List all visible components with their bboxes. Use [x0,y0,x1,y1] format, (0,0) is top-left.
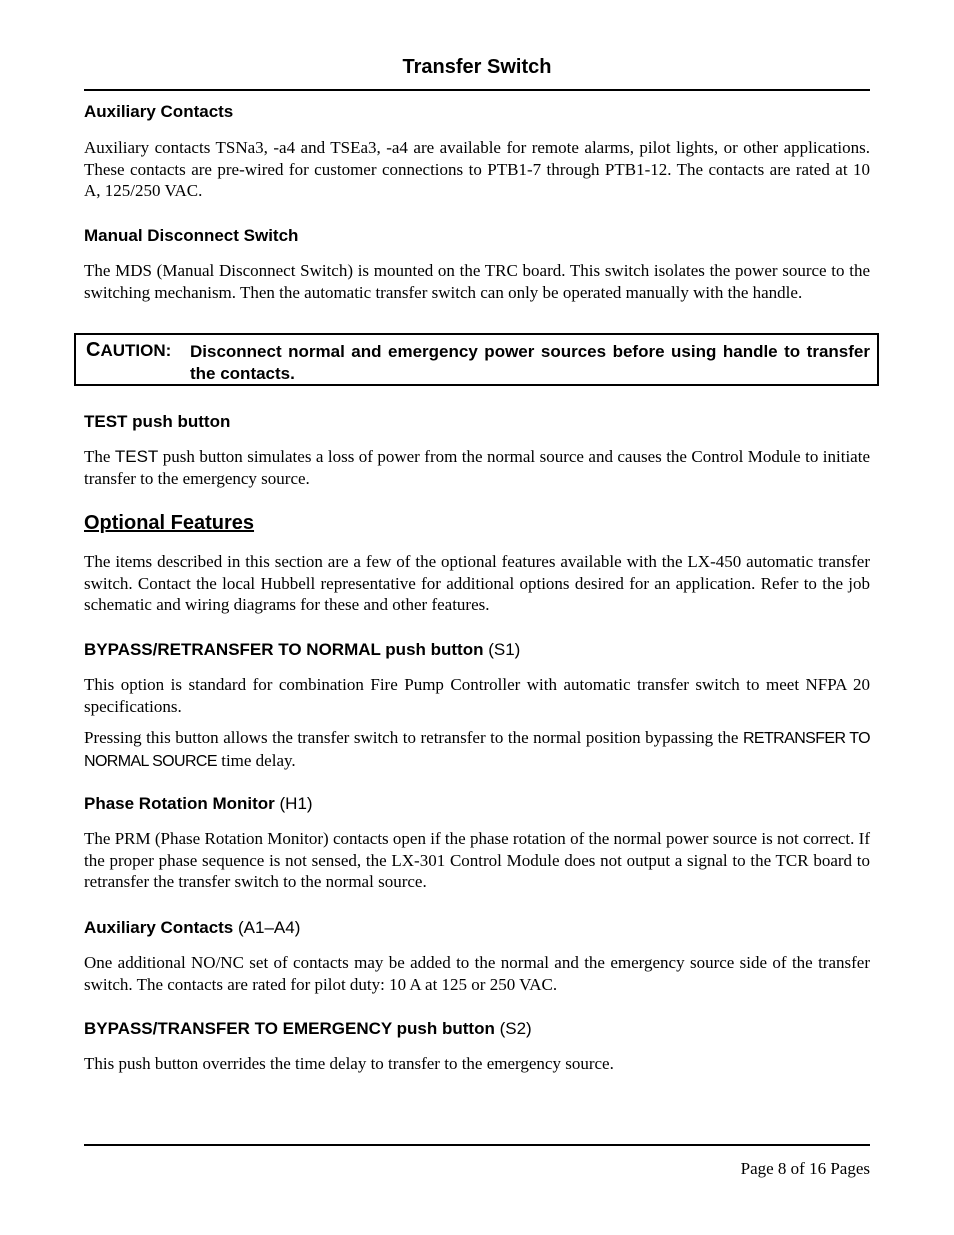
paragraph-bypass-transfer-emergency: This push button overrides the time delay to transfer to the emergency source. [84,1054,614,1073]
footer-rule [84,1144,870,1146]
heading-bypass-transfer-emergency: BYPASS/TRANSFER TO EMERGENCY push button (S2) [84,1019,532,1038]
heading-phase-rotation-monitor: Phase Rotation Monitor (H1) [84,794,313,813]
paragraph-bypass-normal-2: Pressing this button allows the transfer switch to retransfer to the normal position bypassing the RETRANSFER TO NORMAL SOURCE time delay. [84,728,870,770]
paragraph-test-push-button: The TEST push button simulates a loss of power from the normal source and causes the Control Module to initiate transfer to the emergency source. [84,447,870,488]
heading-auxiliary-contacts: Auxiliary Contacts [84,102,234,121]
caution-box [74,333,879,386]
paragraph-auxiliary-contacts-optional: One additional NO/NC set of contacts may be added to the normal and the emergency source side of the transfer switch. The contacts are rated for pilot duty: 10 A at 125 or 250 VAC. [84,953,870,994]
paragraph-optional-features: The items described in this section are a few of the optional features available with the LX-450 automatic transfer switch. Contact the local Hubbell representative for additional options desired for an application. Refer to the job schematic and wiring diagrams for these and other features. [84,552,870,614]
paragraph-manual-disconnect-switch: The MDS (Manual Disconnect Switch) is mounted on the TRC board. This switch isolates the power source to the switching mechanism. Then the automatic transfer switch can only be operated manually with the handle. [84,261,870,302]
paragraph-bypass-normal-1: This option is standard for combination Fire Pump Controller with automatic transfer switch to meet NFPA 20 specifications. [84,675,870,716]
caution-label: CAUTION: [86,339,172,361]
page-title: Transfer Switch [402,56,552,78]
heading-bypass-retransfer-normal: BYPASS/RETRANSFER TO NORMAL push button (S1) [84,640,521,659]
page-number: Page 8 of 16 Pages [740,1159,870,1178]
heading-auxiliary-contacts-optional: Auxiliary Contacts (A1–A4) [84,918,301,937]
header-rule [84,89,870,91]
caution-text: Disconnect normal and emergency power sources before using handle to transfer the contacts. [190,342,870,383]
heading-manual-disconnect-switch: Manual Disconnect Switch [84,226,299,245]
heading-test-push-button: TEST push button [84,412,231,431]
heading-optional-features: Optional Features [84,512,255,534]
paragraph-auxiliary-contacts: Auxiliary contacts TSNa3, -a4 and TSEa3, -a4 are available for remote alarms, pilot lights, or other applications. These contacts are pre-wired for customer connections to PTB1-7 through PTB1-12. The contacts are rated at 10 A, 125/250 VAC. [84,138,870,200]
paragraph-phase-rotation-monitor: The PRM (Phase Rotation Monitor) contacts open if the phase rotation of the normal power source is not correct. If the proper phase sequence is not sensed, the LX-301 Control Module does not output a signal to the TCR board to retransfer the transfer switch to the normal source. [84,829,870,891]
